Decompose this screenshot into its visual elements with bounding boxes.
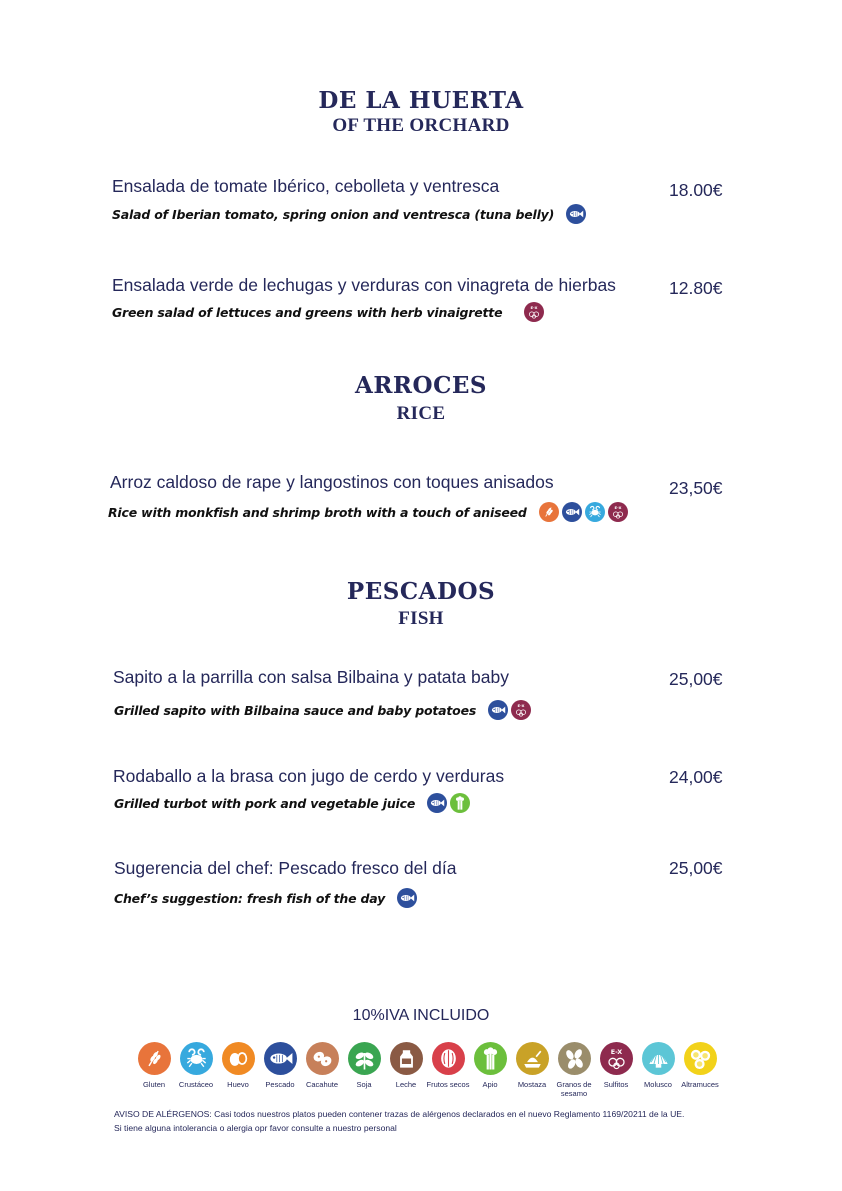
dish-allergen-icons: [397, 888, 417, 908]
legend-label: Molusco: [644, 1080, 672, 1089]
dish-name-en: [114, 793, 470, 813]
legend-label: Pescado: [265, 1080, 295, 1089]
crustacean-icon: [585, 502, 605, 522]
mustard-icon: [516, 1042, 549, 1075]
crustacean-icon: [180, 1042, 213, 1075]
dish-name-en-text: Salad of Iberian tomato, spring onion and ventresca (tuna belly): [112, 206, 555, 222]
legend-item-sesame: [553, 1042, 595, 1098]
nuts-icon: [432, 1042, 465, 1075]
soy-icon: [348, 1042, 381, 1075]
dish-name-es: Ensalada de tomate Ibérico, cebolleta y ventresca: [112, 176, 500, 196]
allergen-legend: [133, 1042, 721, 1098]
dish-allergen-icons: [539, 502, 628, 522]
legend-label: Soja: [356, 1080, 372, 1089]
dish-allergen-icons: [427, 793, 470, 813]
legend-item-egg: [217, 1042, 259, 1098]
dish-price: 18.00€: [669, 180, 723, 200]
dish-name-en-text: Chef’s suggestion: fresh fish of the day: [114, 890, 386, 906]
svg-text:E-X: E-X: [517, 703, 525, 709]
allergen-notice-line1: AVISO DE ALÉRGENOS: Casi todos nuestros platos pueden contener trazas de alérgenos declarados en el nuevo Reglamento 1169/20211 de la UE.: [114, 1109, 685, 1119]
dish-name-en-text: Rice with monkfish and shrimp broth with a touch of aniseed: [108, 504, 527, 520]
legend-item-mustard: [511, 1042, 553, 1098]
fish-icon: [488, 700, 508, 720]
legend-label: Gluten: [142, 1080, 166, 1089]
fish-icon: [264, 1042, 297, 1075]
egg-icon: [222, 1042, 255, 1075]
dish-name-es: Ensalada verde de lechugas y verduras con vinagreta de hierbas: [112, 275, 616, 295]
svg-text:E-X: E-X: [610, 1047, 622, 1056]
dish-name-en-text: Grilled turbot with pork and vegetable juice: [114, 795, 416, 811]
celery-icon: [450, 793, 470, 813]
milk-icon: [390, 1042, 423, 1075]
legend-item-lupin: [679, 1042, 721, 1098]
legend-item-nuts: [427, 1042, 469, 1098]
dish-name-es: Sugerencia del chef: Pescado fresco del día: [114, 858, 457, 878]
legend-label: Crustáceo: [178, 1080, 214, 1089]
dish-name-en-text: Grilled sapito with Bilbaina sauce and baby potatoes: [114, 702, 477, 718]
legend-label: Cacahute: [305, 1080, 339, 1089]
svg-text:E-X: E-X: [614, 505, 622, 511]
lupin-icon: [684, 1042, 717, 1075]
dish-name-es: Arroz caldoso de rape y langostinos con toques anisados: [110, 472, 554, 492]
svg-text:E-X: E-X: [530, 305, 538, 311]
dish-price: 25,00€: [669, 669, 723, 689]
allergen-notice-line2: Si tiene alguna intolerancia o alergia opr favor consulte a nuestro personal: [114, 1123, 397, 1133]
dish-name-en: [112, 204, 586, 224]
sulphites-icon: [511, 700, 531, 720]
dish-name-es: Sapito a la parrilla con salsa Bilbaina y patata baby: [113, 667, 509, 687]
celery-icon: [474, 1042, 507, 1075]
dish-name-en: [114, 888, 417, 908]
legend-label: Huevo: [227, 1080, 249, 1089]
fish-icon: [397, 888, 417, 908]
section-subtitle-orchard: OF THE ORCHARD: [332, 115, 510, 136]
dish-name-en-text: Green salad of lettuces and greens with herb vinaigrette: [112, 304, 503, 320]
legend-item-peanut: [301, 1042, 343, 1098]
sulphites-icon: [524, 302, 544, 322]
fish-icon: [566, 204, 586, 224]
dish-name-en: [108, 502, 628, 522]
sulphites-icon: [600, 1042, 633, 1075]
fish-icon: [562, 502, 582, 522]
section-title-huerta: DE LA HUERTA: [318, 87, 524, 114]
dish-price: 24,00€: [669, 767, 723, 787]
legend-item-milk: [385, 1042, 427, 1098]
legend-label: Altramuces: [681, 1080, 719, 1089]
legend-item-mollusc: [637, 1042, 679, 1098]
dish-price: 25,00€: [669, 858, 723, 878]
gluten-icon: [539, 502, 559, 522]
legend-label: Apio: [482, 1080, 498, 1089]
dish-name-en: [114, 700, 531, 720]
section-title-arroces: ARROCES: [354, 372, 488, 399]
dish-price: 12.80€: [669, 278, 723, 298]
dish-price: 23,50€: [669, 478, 723, 498]
dish-allergen-icons: [524, 302, 544, 322]
sesame-icon: [558, 1042, 591, 1075]
allergen-notice: [114, 1107, 794, 1135]
section-subtitle-fish: FISH: [398, 608, 444, 629]
legend-label: Sulfitos: [603, 1080, 629, 1089]
legend-label: Mostaza: [517, 1080, 547, 1089]
legend-item-celery: [469, 1042, 511, 1098]
legend-label: Granos de sesamo: [556, 1080, 592, 1098]
legend-label: Leche: [395, 1080, 417, 1089]
mollusc-icon: [642, 1042, 675, 1075]
dish-allergen-icons: [566, 204, 586, 224]
sulphites-icon: [608, 502, 628, 522]
legend-item-gluten: [133, 1042, 175, 1098]
legend-item-soy: [343, 1042, 385, 1098]
section-title-pescados: PESCADOS: [346, 578, 496, 605]
legend-item-sulphites: [595, 1042, 637, 1098]
vat-included-note: 10%IVA INCLUIDO: [352, 1007, 490, 1024]
dish-allergen-icons: [488, 700, 531, 720]
gluten-icon: [138, 1042, 171, 1075]
dish-name-en: [112, 302, 544, 322]
fish-icon: [427, 793, 447, 813]
legend-item-fish: [259, 1042, 301, 1098]
peanut-icon: [306, 1042, 339, 1075]
section-subtitle-rice: RICE: [396, 403, 446, 424]
dish-name-es: Rodaballo a la brasa con jugo de cerdo y verduras: [113, 766, 505, 786]
legend-item-crustacean: [175, 1042, 217, 1098]
legend-label: Frutos secos: [426, 1080, 470, 1089]
